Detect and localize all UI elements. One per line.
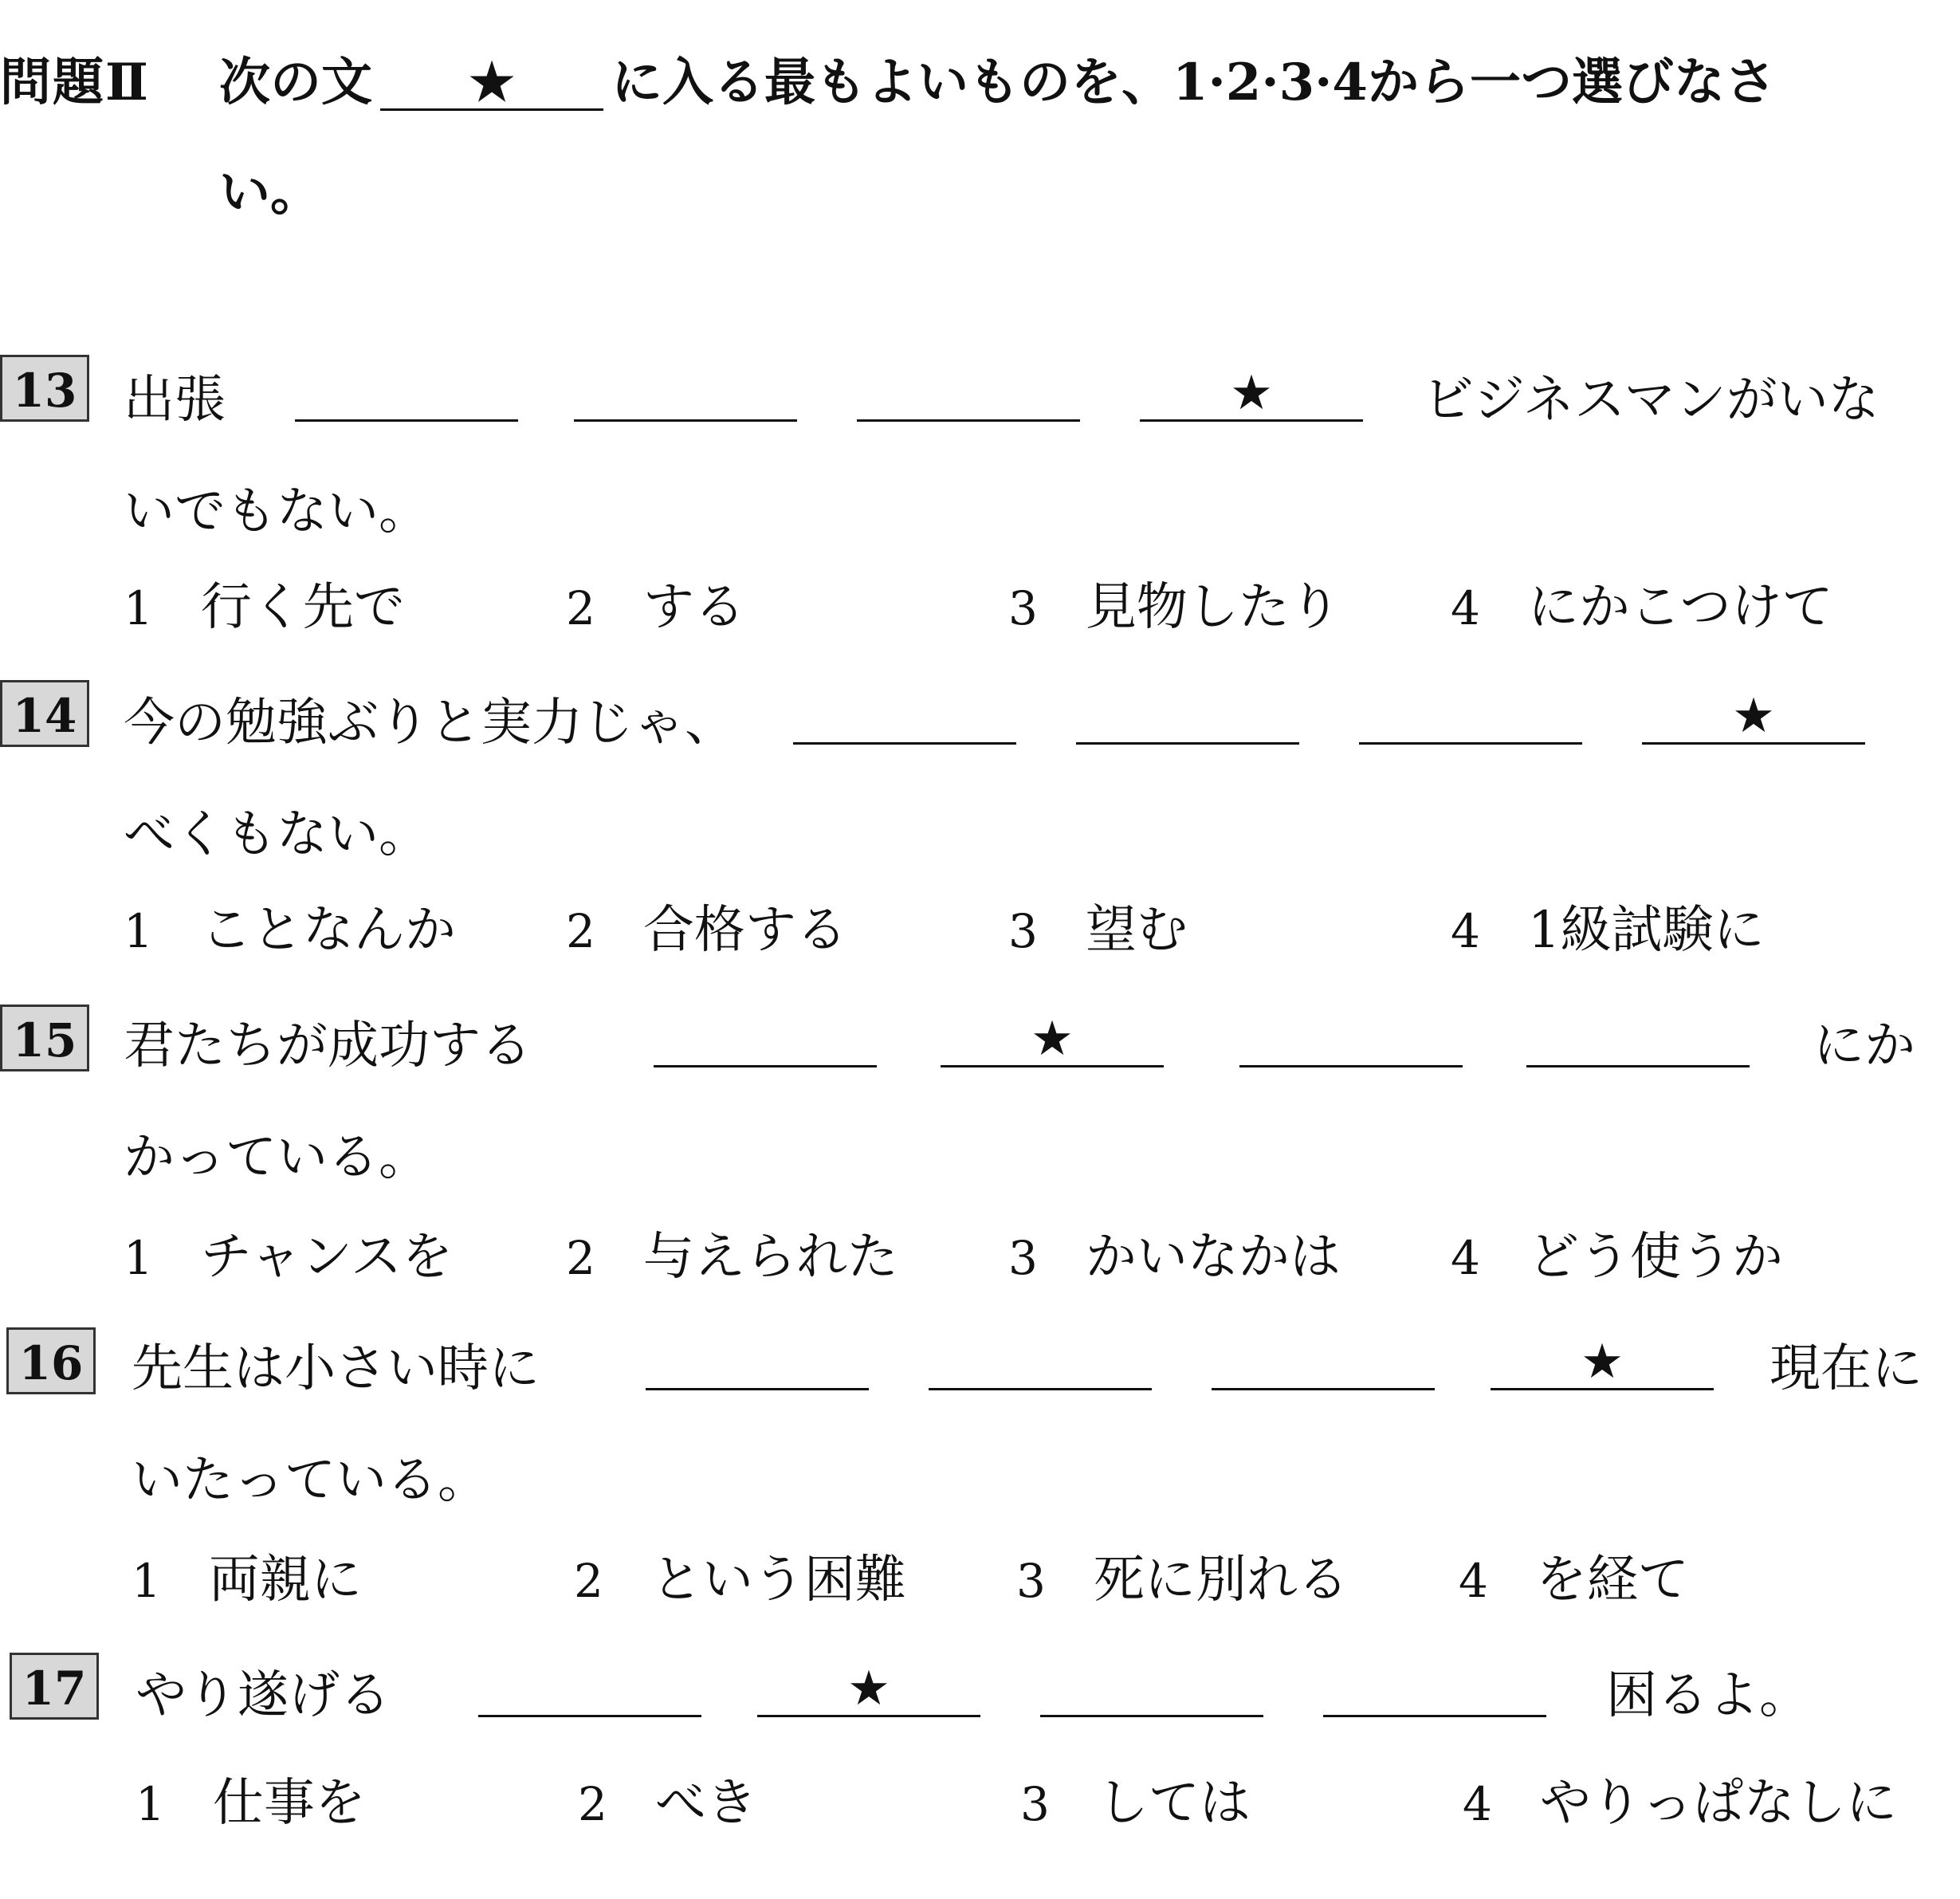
answer-blank-1[interactable] [646,1335,869,1390]
option-4[interactable]: 4 を経て [1459,1551,1689,1610]
answer-blank-1[interactable] [478,1662,701,1717]
option-3[interactable]: 3 見物したり [1008,578,1341,637]
option-1[interactable]: 1 ことなんか [124,901,456,960]
star-icon: ★ [469,53,515,112]
answer-blank-4[interactable] [1526,1012,1750,1067]
option-1[interactable]: 1 チャンスを [124,1228,454,1287]
question-trail: にか [1813,1016,1915,1075]
answer-blank-3[interactable] [1040,1662,1263,1717]
question-number: 16 [6,1327,96,1394]
instruction-pre: 次の文 [219,53,372,112]
option-1[interactable]: 1 仕事を [136,1774,366,1833]
answer-blank-3[interactable] [1212,1335,1435,1390]
question-number: 13 [0,355,89,422]
question-lead: やり遂げる [136,1666,391,1725]
question-trail: ビジネスマンがいな [1423,371,1879,430]
option-4[interactable]: 4 にかこつけて [1451,578,1833,637]
answer-blank-1[interactable] [295,367,518,422]
star-icon: ★ [1230,365,1273,421]
instruction-header [0,32,1945,223]
option-2[interactable]: 2 という困難 [574,1551,906,1610]
answer-blank-2[interactable] [1076,690,1299,745]
instruction-star-blank [380,53,603,112]
question-lead: 今の勉強ぶりと実力じゃ、 [124,694,736,753]
question-trail: 困るよ。 [1606,1666,1810,1725]
option-3[interactable]: 3 望む [1008,901,1188,960]
option-1[interactable]: 1 両親に [132,1551,362,1610]
answer-blank-2[interactable] [574,367,797,422]
instruction-text [219,41,1776,115]
answer-blank-star[interactable] [1642,690,1865,745]
section-label: 問題Ⅱ [0,53,150,112]
answer-blank-1[interactable] [654,1012,877,1067]
option-3[interactable]: 3 死に別れる [1016,1551,1349,1610]
question-lead: 出張 [124,371,226,430]
star-icon: ★ [847,1661,890,1716]
option-4[interactable]: 4 1級試験に [1451,901,1765,960]
answer-blank-2[interactable] [929,1335,1152,1390]
option-3[interactable]: 3 かいなかは [1008,1228,1341,1287]
question-continuation: べくもない。 [124,805,430,864]
question-number: 17 [10,1653,99,1720]
answer-blank-star[interactable] [941,1012,1164,1067]
option-4[interactable]: 4 やりっぱなしに [1463,1774,1897,1833]
question-continuation: いでもない。 [124,482,430,541]
question-number: 15 [0,1005,89,1071]
option-1[interactable]: 1 行く先で [124,578,405,637]
answer-blank-star[interactable] [1140,367,1363,422]
answer-blank-3[interactable] [1359,690,1582,745]
question-number: 14 [0,680,89,747]
star-icon: ★ [1581,1334,1624,1390]
option-3[interactable]: 3 しては [1020,1774,1251,1833]
answer-blank-4[interactable] [1323,1662,1546,1717]
option-4[interactable]: 4 どう使うか [1451,1228,1783,1287]
instruction-continuation: い。 [219,163,321,222]
question-trail: 現在に [1769,1339,1923,1398]
question-continuation: かっている。 [124,1128,430,1187]
answer-blank-1[interactable] [793,690,1016,745]
question-lead: 先生は小さい時に [132,1339,540,1398]
option-2[interactable]: 2 する [566,578,745,637]
star-icon: ★ [1732,688,1775,744]
answer-blank-star[interactable] [757,1662,980,1717]
option-2[interactable]: 2 与えられた [566,1228,898,1287]
answer-blank-3[interactable] [1239,1012,1463,1067]
option-2[interactable]: 2 合格する [566,901,847,960]
answer-blank-star[interactable] [1491,1335,1714,1390]
question-lead: 君たちが成功する [124,1016,532,1075]
answer-blank-3[interactable] [857,367,1080,422]
instruction-post: に入る最もよいものを、1·2·3·4から一つ選びなさ [611,53,1776,112]
star-icon: ★ [1031,1011,1074,1067]
question-continuation: いたっている。 [132,1451,489,1510]
option-2[interactable]: 2 べき [578,1774,757,1833]
